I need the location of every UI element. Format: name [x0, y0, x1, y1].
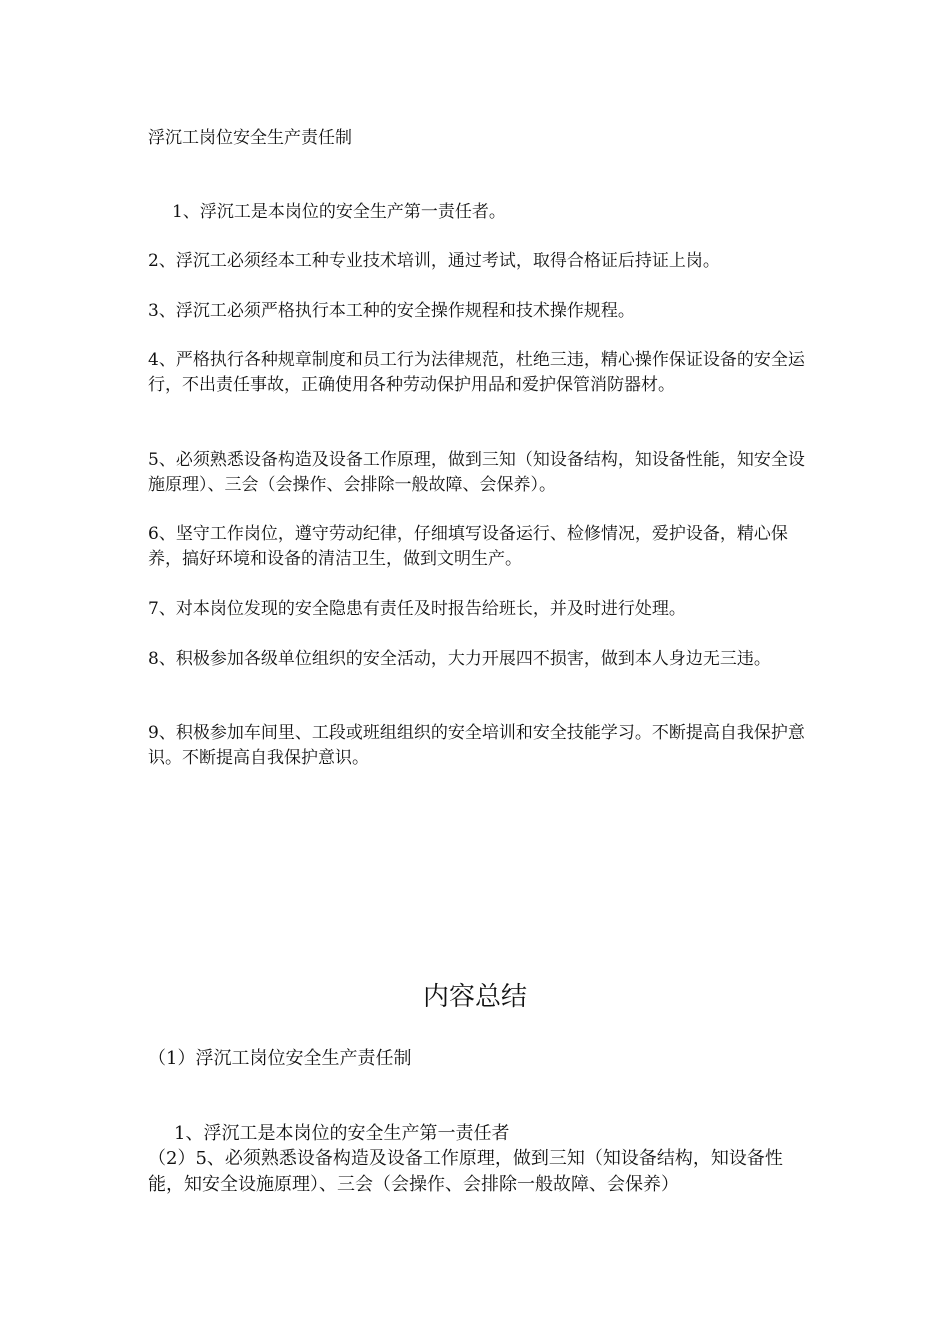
document-title: 浮沉工岗位安全生产责任制: [148, 128, 352, 148]
clause-8: 8、积极参加各级单位组织的安全活动，大力开展四不损害，做到本人身边无三违。: [148, 649, 771, 669]
clause-9: 9、积极参加车间里、工段或班组组织的安全培训和安全技能学习。不断提高自我保护意识。不断提高自我保护意识。: [148, 723, 805, 768]
clause-3: 3、浮沉工必须严格执行本工种的安全操作规程和技术操作规程。: [148, 301, 635, 321]
clause-4: 4、严格执行各种规章制度和员工行为法律规范，杜绝三违，精心操作保证设备的安全运行，不出责任事故，正确使用各种劳动保护用品和爱护保管消防器材。: [148, 350, 805, 395]
clause-5: 5、必须熟悉设备构造及设备工作原理，做到三知（知设备结构，知设备性能，知安全设施原理）、三会（会操作、会排除一般故障、会保养）。: [148, 450, 805, 495]
clause-2: 2、浮沉工必须经本工种专业技术培训，通过考试，取得合格证后持证上岗。: [148, 251, 720, 271]
clause-7: 7、对本岗位发现的安全隐患有责任及时报告给班长，并及时进行处理。: [148, 599, 686, 619]
summary-line-3: （2）5、必须熟悉设备构造及设备工作原理，做到三知（知设备结构，知设备性能，知安全设施原理）、三会（会操作、会排除一般故障、会保养）: [148, 1148, 783, 1195]
summary-heading: 内容总结: [422, 982, 527, 1012]
summary-line-1: （1）浮沉工岗位安全生产责任制: [148, 1048, 412, 1069]
clause-6: 6、坚守工作岗位，遵守劳动纪律，仔细填写设备运行、检修情况，爱护设备，精心保养，搞好环境和设备的清洁卫生，做到文明生产。: [148, 524, 788, 569]
clause-1: 1、浮沉工是本岗位的安全生产第一责任者。: [172, 202, 506, 222]
summary-line-2: 1、浮沉工是本岗位的安全生产第一责任者: [174, 1123, 510, 1144]
